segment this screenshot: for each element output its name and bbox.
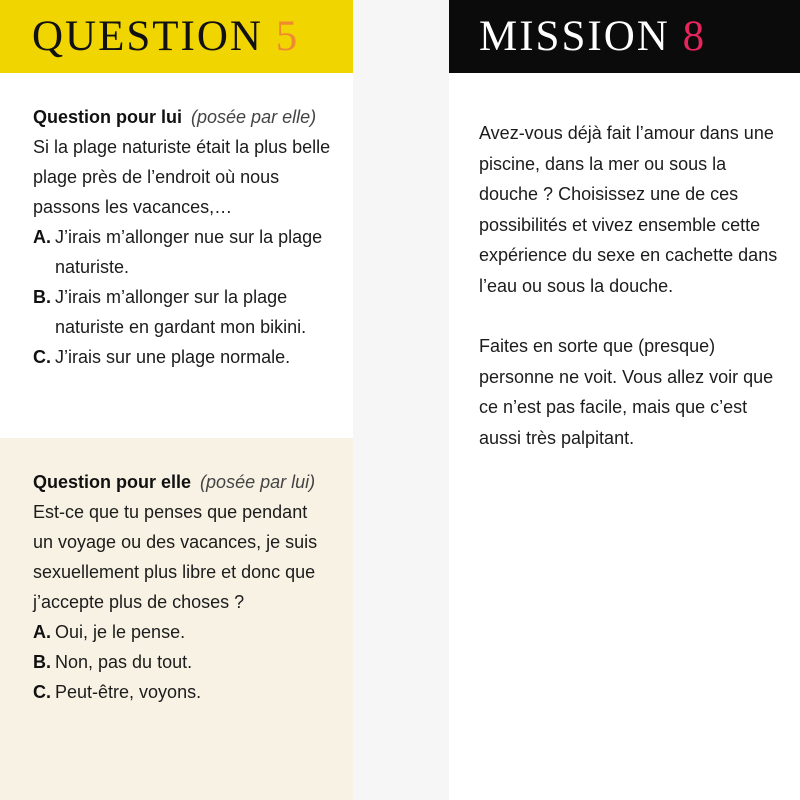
question-for-her-subtitle: (posée par lui): [200, 472, 316, 492]
question-for-her-heading: [33, 467, 331, 497]
question-header-title: [32, 15, 299, 58]
option-text: Peut-être, voyons.: [55, 682, 202, 702]
mission-header: [449, 0, 800, 73]
option-letter: A.: [33, 227, 51, 247]
option-text: Non, pas du tout.: [55, 652, 193, 672]
question-for-him-subtitle: (posée par elle): [191, 107, 317, 127]
option-text: J’irais m’allonger sur la plage naturiste en gardant mon bikini.: [55, 287, 307, 337]
mission-card: [449, 0, 800, 800]
option-text: J’irais m’allonger nue sur la plage naturiste.: [55, 227, 323, 277]
mission-header-title: [479, 15, 706, 58]
answer-option-a: [33, 617, 331, 647]
option-letter: A.: [33, 622, 51, 642]
option-letter: B.: [33, 287, 51, 307]
mission-header-word: MISSION: [479, 13, 670, 60]
question-header-number: 5: [275, 13, 300, 60]
mission-paragraph-2: Faites en sorte que (presque) personne ne voit. Vous allez voir que ce n’est pas facile, mais que c’est aussi très palpitant.: [479, 336, 774, 448]
mission-paragraph-1: Avez-vous déjà fait l’amour dans une piscine, dans la mer ou sous la douche ? Choisissez une de ces possibilités et vivez ensemble cette expérience du sexe en cachette dans l’eau ou sous la douche.: [479, 123, 778, 296]
mission-header-number: 8: [682, 13, 707, 60]
question-for-him-heading: [33, 102, 331, 132]
question-for-her-title: Question pour elle: [33, 472, 192, 492]
option-letter: B.: [33, 652, 51, 672]
mission-body: [479, 118, 779, 453]
answer-option-c: [33, 342, 331, 372]
question-for-him-text: Si la plage naturiste était la plus belle plage près de l’endroit où nous passons les vacances,…: [33, 137, 331, 217]
question-header-word: QUESTION: [32, 13, 263, 60]
answer-option-c: [33, 677, 331, 707]
answer-option-b: [33, 282, 331, 342]
answer-option-a: [33, 222, 331, 282]
card-gap: [353, 0, 449, 800]
option-letter: C.: [33, 347, 51, 367]
question-for-her-section: [0, 438, 353, 800]
answer-option-b: [33, 647, 331, 677]
question-card: [0, 0, 353, 800]
question-for-him-section: [0, 73, 353, 438]
question-for-him-title: Question pour lui: [33, 107, 182, 127]
option-letter: C.: [33, 682, 51, 702]
option-text: Oui, je le pense.: [55, 622, 186, 642]
question-for-her-text: Est-ce que tu penses que pendant un voyage ou des vacances, je suis sexuellement plus libre et donc que j’accepte plus de choses ?: [33, 502, 318, 612]
option-text: J’irais sur une plage normale.: [55, 347, 291, 367]
question-header: [0, 0, 353, 73]
